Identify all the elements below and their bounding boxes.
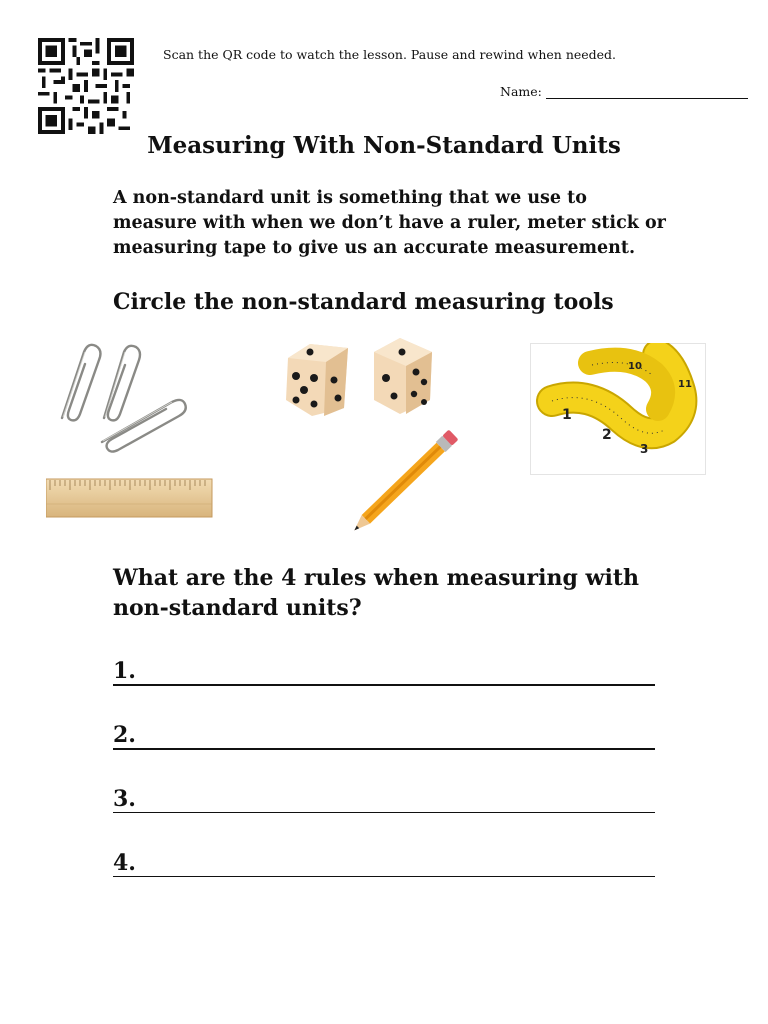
rule-number: 1.: [113, 658, 136, 684]
measuring-tape-image[interactable]: [530, 343, 706, 475]
tape-number: 10: [628, 361, 642, 372]
page-title: Measuring With Non-Standard Units: [147, 132, 621, 159]
name-label: Name:: [500, 84, 542, 99]
rule-answer-line-2[interactable]: [113, 720, 655, 750]
rule-answer-line-1[interactable]: [113, 656, 655, 686]
name-blank[interactable]: [546, 86, 748, 99]
wooden-ruler-image[interactable]: [46, 476, 214, 520]
rule-answer-line-3[interactable]: [113, 784, 655, 813]
rule-answer-line-4[interactable]: [113, 848, 655, 877]
dice-image[interactable]: [282, 334, 442, 424]
rule-number: 3.: [113, 786, 136, 812]
rules-heading: What are the 4 rules when measuring with non-standard units?: [113, 565, 639, 621]
die-right: [374, 338, 432, 414]
rule-number: 4.: [113, 850, 136, 876]
qr-code-icon[interactable]: [38, 38, 134, 134]
rule-number: 2.: [113, 722, 136, 748]
circle-heading: Circle the non-standard measuring tools: [113, 289, 614, 315]
paperclips-image[interactable]: [52, 340, 192, 455]
tape-number: 1: [562, 407, 572, 423]
tape-number: 11: [678, 379, 692, 390]
tape-number: 2: [602, 427, 612, 443]
scan-instructions: Scan the QR code to watch the lesson. Pause and rewind when needed.: [163, 47, 617, 62]
die-left: [286, 344, 348, 416]
intro-paragraph: A non-standard unit is something that we use to measure with when we don’t have a ruler, meter stick or measuring tape to give us an accurate measurement.: [113, 188, 666, 258]
pencil-image[interactable]: [334, 414, 484, 544]
tape-number: 3: [640, 442, 649, 456]
name-field[interactable]: [500, 84, 748, 99]
